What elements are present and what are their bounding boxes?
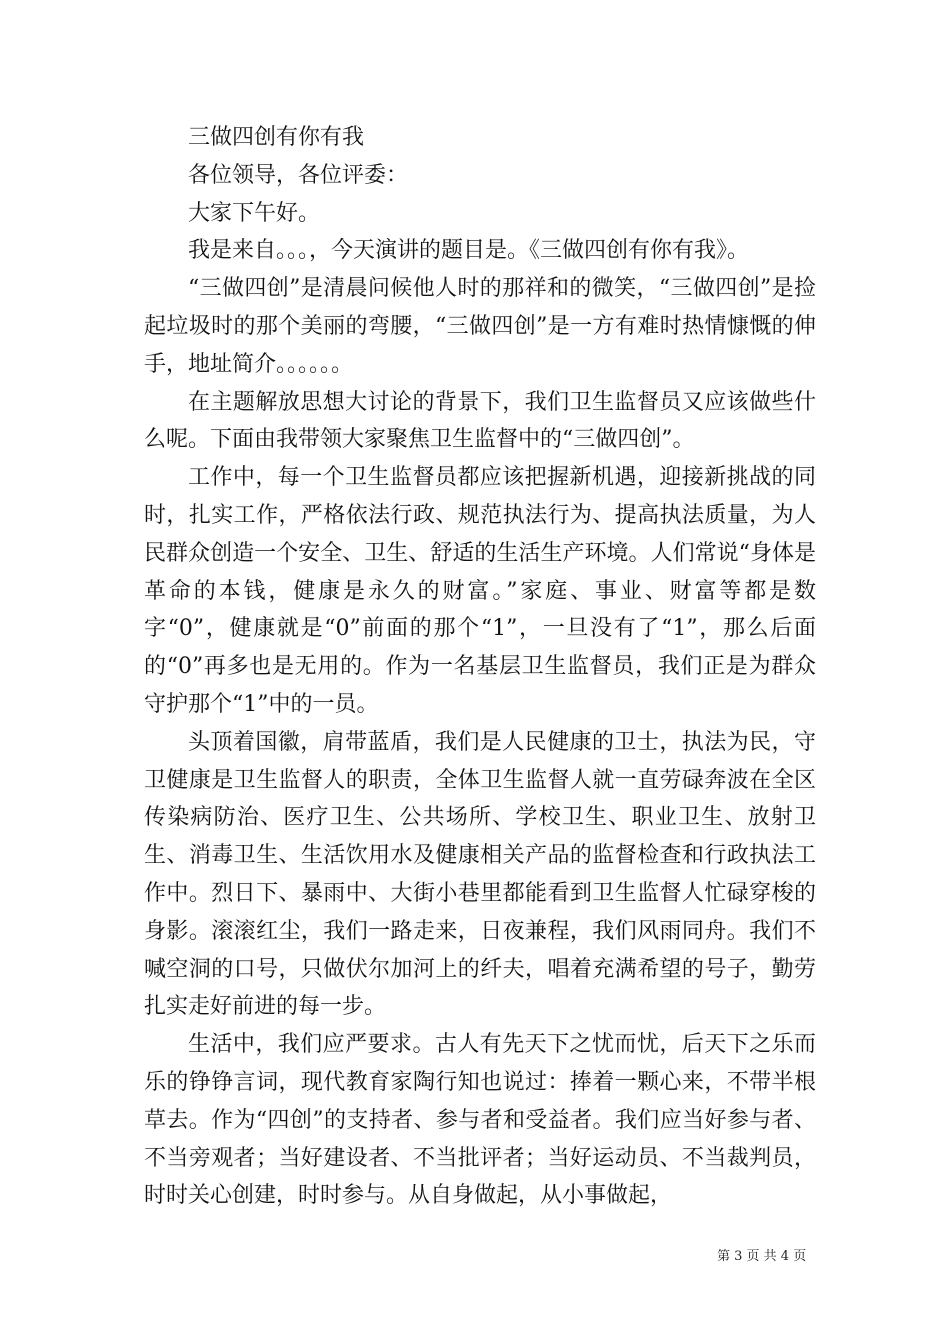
body-paragraph: 头顶着国徽，肩带蓝盾，我们是人民健康的卫士，执法为民，守卫健康是卫生监督人的职责，全体卫生监督人就一直劳碌奔波在全区传染病防治、医疗卫生、公共场所、学校卫生、职业卫生、放射卫生、消毒卫生、生活饮用水及健康相关产品的监督检查和行政执法工作中。烈日下、暴雨中、大街小巷里都能看到卫生监督人忙碌穿梭的身影。滚滚红尘，我们一路走来，日夜兼程，我们风雨同舟。我们不喊空洞的口号，只做伏尔加河上的纤夫，唱着充满希望的号子，勤劳扎实走好前进的每一步。 xyxy=(144,729,816,1020)
body-paragraph: 在主题解放思想大讨论的背景下，我们卫生监督员又应该做些什么呢。下面由我带领大家聚焦卫生监督中的“三做四创”。 xyxy=(144,389,816,453)
document-body xyxy=(144,119,816,1215)
body-paragraph: 工作中，每一个卫生监督员都应该把握新机遇，迎接新挑战的同时，扎实工作，严格依法行政、规范执法行为、提高执法质量，为人民群众创造一个安全、卫生、舒适的生活生产环境。人们常说“身体是革命的本钱，健康是永久的财富。”家庭、事业、财富等都是数字“0”，健康就是“0”前面的那个“1”，一旦没有了“1”，那么后面的“0”再多也是无用的。作为一名基层卫生监督员，我们正是为群众守护那个“1”中的一员。 xyxy=(144,465,816,717)
intro-paragraph: 我是来自。。。，今天演讲的题目是。《三做四创有你有我》。 xyxy=(188,238,750,264)
body-paragraph: “三做四创”是清晨问候他人时的那祥和的微笑，“三做四创”是捡起垃圾时的那个美丽的弯腰，“三做四创”是一方有难时热情慷慨的伸手，地址简介。。。。。。 xyxy=(144,276,816,377)
body-paragraph: 生活中，我们应严要求。古人有先天下之忧而忧，后天下之乐而乐的铮铮言词，现代教育家陶行知也说过：捧着一颗心来，不带半根草去。作为“四创”的支持者、参与者和受益者。我们应当好参与者、不当旁观者；当好建设者、不当批评者；当好运动员、不当裁判员，时时关心创建，时时参与。从自身做起，从小事做起， xyxy=(144,1032,816,1209)
page-number-footer: 第 3 页 共 4 页 xyxy=(717,1249,807,1264)
greeting: 大家下午好。 xyxy=(188,200,321,226)
speech-title: 三做四创有你有我 xyxy=(188,125,365,150)
salutation: 各位领导，各位评委： xyxy=(188,162,409,188)
